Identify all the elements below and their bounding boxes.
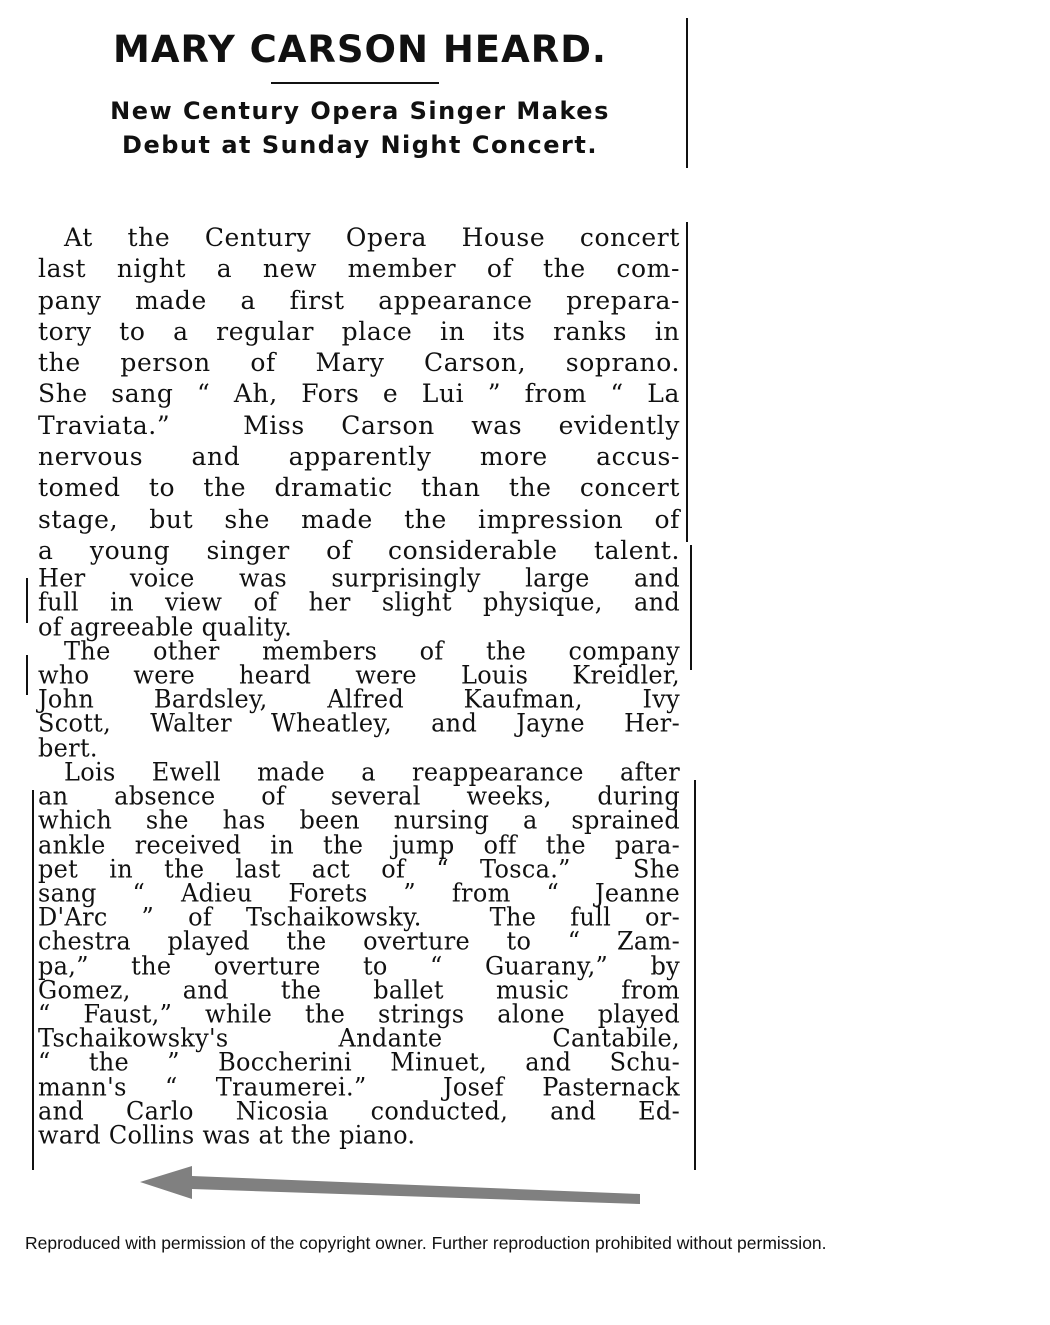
article-line: Tschaikowsky's Andante Cantabile, xyxy=(38,1023,680,1053)
article-line: pet in the last act of “ Tosca.” She xyxy=(38,853,680,884)
headline: MARY CARSON HEARD. xyxy=(113,28,607,71)
article-line: tory to a regular place in its ranks in xyxy=(38,316,680,346)
column-rule xyxy=(686,222,688,542)
column-rule xyxy=(26,578,28,623)
article-line: an absence of several weeks, during xyxy=(38,781,680,811)
headline-rule xyxy=(271,82,439,84)
article-line: sang “ Adieu Forets ” from “ Jeanne xyxy=(38,878,680,908)
article-line: The other members of the company xyxy=(64,636,680,666)
article-line: D'Arc ” of Tschaikowsky. The full or- xyxy=(38,902,680,932)
article-line: who were heard were Louis Kreidler, xyxy=(38,660,680,690)
article-line: Scott, Walter Wheatley, and Jayne Her- xyxy=(38,708,680,739)
subheadline xyxy=(30,94,690,162)
column-rule xyxy=(694,780,696,1170)
article-line: mann's “ Traumerei.” Josef Pasternack xyxy=(38,1071,680,1102)
article-line: stage, but she made the impression of xyxy=(38,504,680,534)
article-line: Lois Ewell made a reappearance after xyxy=(64,757,680,787)
article-line: bert. xyxy=(38,732,98,763)
article-line: ward Collins was at the piano. xyxy=(38,1120,416,1150)
left-arrow-icon xyxy=(140,1162,650,1206)
column-rule xyxy=(32,790,34,1170)
article-line: Her voice was surprisingly large and xyxy=(38,563,680,593)
subheadline-line: Debut at Sunday Night Concert. xyxy=(122,131,598,159)
article-line: full in view of her slight physique, and xyxy=(38,587,680,618)
article-line: of agreeable quality. xyxy=(38,611,293,642)
subheadline-line: New Century Opera Singer Makes xyxy=(110,97,610,125)
article-line: tomed to the dramatic than the concert xyxy=(38,473,680,503)
article-line: “ Faust,” while the strings alone played xyxy=(38,999,680,1029)
article-line: nervous and apparently more accus- xyxy=(38,442,680,472)
column-rule xyxy=(26,655,28,695)
article-line: the person of Mary Carson, soprano. xyxy=(38,348,680,378)
article-line: Traviata.” Miss Carson was evidently xyxy=(38,410,680,440)
article-line: a young singer of considerable talent. xyxy=(38,535,680,565)
article-line: John Bardsley, Alfred Kaufman, Ivy xyxy=(38,684,680,714)
article-line: last night a new member of the com- xyxy=(38,254,680,284)
article-line: At the Century Opera House concert xyxy=(64,223,680,252)
article-line: ankle received in the jump off the para- xyxy=(38,829,680,860)
article-line: She sang “ Ah, Fors e Lui ” from “ La xyxy=(38,379,680,409)
article-body xyxy=(38,222,680,1150)
column-rule xyxy=(686,18,688,168)
article-line: “ the ” Boccherini Minuet, and Schu- xyxy=(38,1047,680,1078)
article-line: and Carlo Nicosia conducted, and Ed- xyxy=(38,1096,680,1126)
article-line: Gomez, and the ballet music from xyxy=(38,975,680,1005)
article-line: which she has been nursing a sprained xyxy=(38,805,680,835)
article-line: pany made a first appearance prepara- xyxy=(38,285,680,315)
column-rule xyxy=(690,545,692,670)
article-line: chestra played the overture to “ Zam- xyxy=(38,926,680,957)
article-line: pa,” the overture to “ Guarany,” by xyxy=(38,950,680,981)
copyright-notice: Reproduced with permission of the copyright owner. Further reproduction prohibited without permission. xyxy=(25,1233,827,1253)
